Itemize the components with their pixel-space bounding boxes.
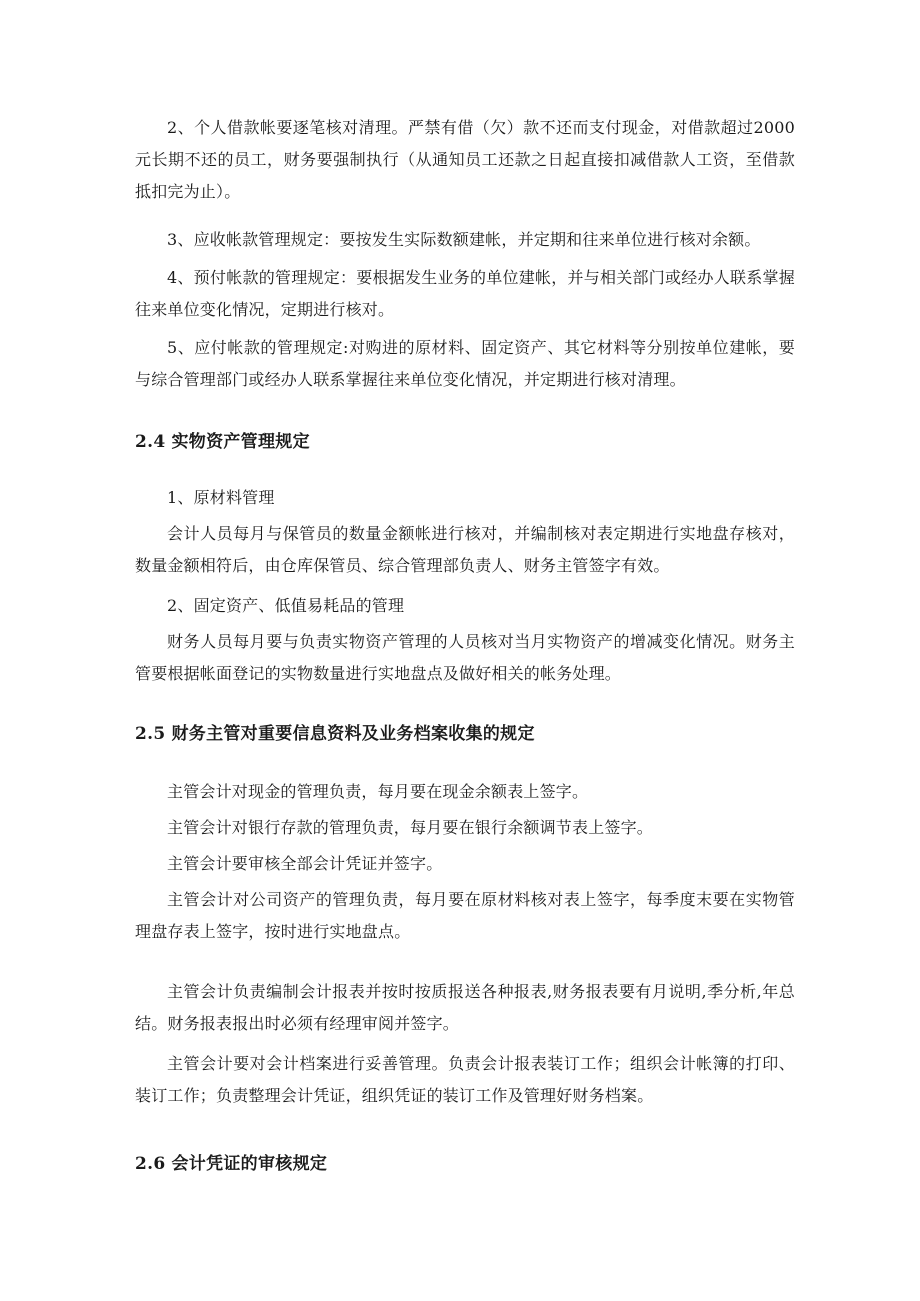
paragraph-raw-materials: 会计人员每月与保管员的数量金额帐进行核对，并编制核对表定期进行实地盘存核对，数量金额相符后，由仓库保管员、综合管理部负责人、财务主管签字有效。 [135, 524, 795, 575]
section-number: 2.5 [135, 724, 166, 744]
section-heading-2-5 [135, 718, 795, 750]
section-title: 实物资产管理规定 [171, 432, 310, 452]
paragraph-fixed-assets: 财务人员每月要与负责实物资产管理的人员核对当月实物资产的增减变化情况。财务主管要根据帐面登记的实物数量进行实地盘点及做好相关的帐务处理。 [135, 632, 795, 683]
item-personal-loans: 2、个人借款帐要逐笔核对清理。严禁有借（欠）款不还而支付现金，对借款超过2000元长期不还的员工，财务要强制执行（从通知员工还款之日起直接扣减借款人工资，至借款抵扣完为止）。 [135, 118, 795, 201]
paragraph-vouchers: 主管会计要审核全部会计凭证并签字。 [167, 854, 443, 873]
item-receivables: 3、应收帐款管理规定：要按发生实际数额建帐，并定期和往来单位进行核对余额。 [167, 230, 761, 249]
paragraph-archives: 主管会计要对会计档案进行妥善管理。负责会计报表装订工作；组织会计帐簿的打印、装订工作；负责整理会计凭证，组织凭证的装订工作及管理好财务档案。 [135, 1054, 795, 1105]
paragraph-company-assets: 主管会计对公司资产的管理负责，每月要在原材料核对表上签字，每季度末要在实物管理盘存表上签字，按时进行实地盘点。 [135, 890, 795, 941]
section-title: 财务主管对重要信息资料及业务档案收集的规定 [171, 724, 535, 744]
paragraph-bank-deposits: 主管会计对银行存款的管理负责，每月要在银行余额调节表上签字。 [167, 818, 654, 837]
section-number: 2.6 [135, 1154, 166, 1174]
subsection-raw-materials: 1、原材料管理 [167, 488, 275, 507]
section-heading-2-4 [135, 426, 795, 458]
paragraph-reports: 主管会计负责编制会计报表并按时按质报送各种报表,财务报表要有月说明,季分析,年总结。财务报表报出时必须有经理审阅并签字。 [135, 982, 795, 1033]
section-heading-2-6 [135, 1148, 795, 1180]
item-prepayments: 4、预付帐款的管理规定：要根据发生业务的单位建帐，并与相关部门或经办人联系掌握往来单位变化情况，定期进行核对。 [135, 268, 795, 319]
section-number: 2.4 [135, 432, 166, 452]
paragraph-cash: 主管会计对现金的管理负责，每月要在现金余额表上签字。 [167, 782, 589, 801]
item-payables: 5、应付帐款的管理规定:对购进的原材料、固定资产、其它材料等分别按单位建帐，要与综合管理部门或经办人联系掌握往来单位变化情况，并定期进行核对清理。 [135, 338, 795, 389]
section-title: 会计凭证的审核规定 [171, 1154, 328, 1174]
subsection-fixed-assets: 2、固定资产、低值易耗品的管理 [167, 596, 405, 615]
